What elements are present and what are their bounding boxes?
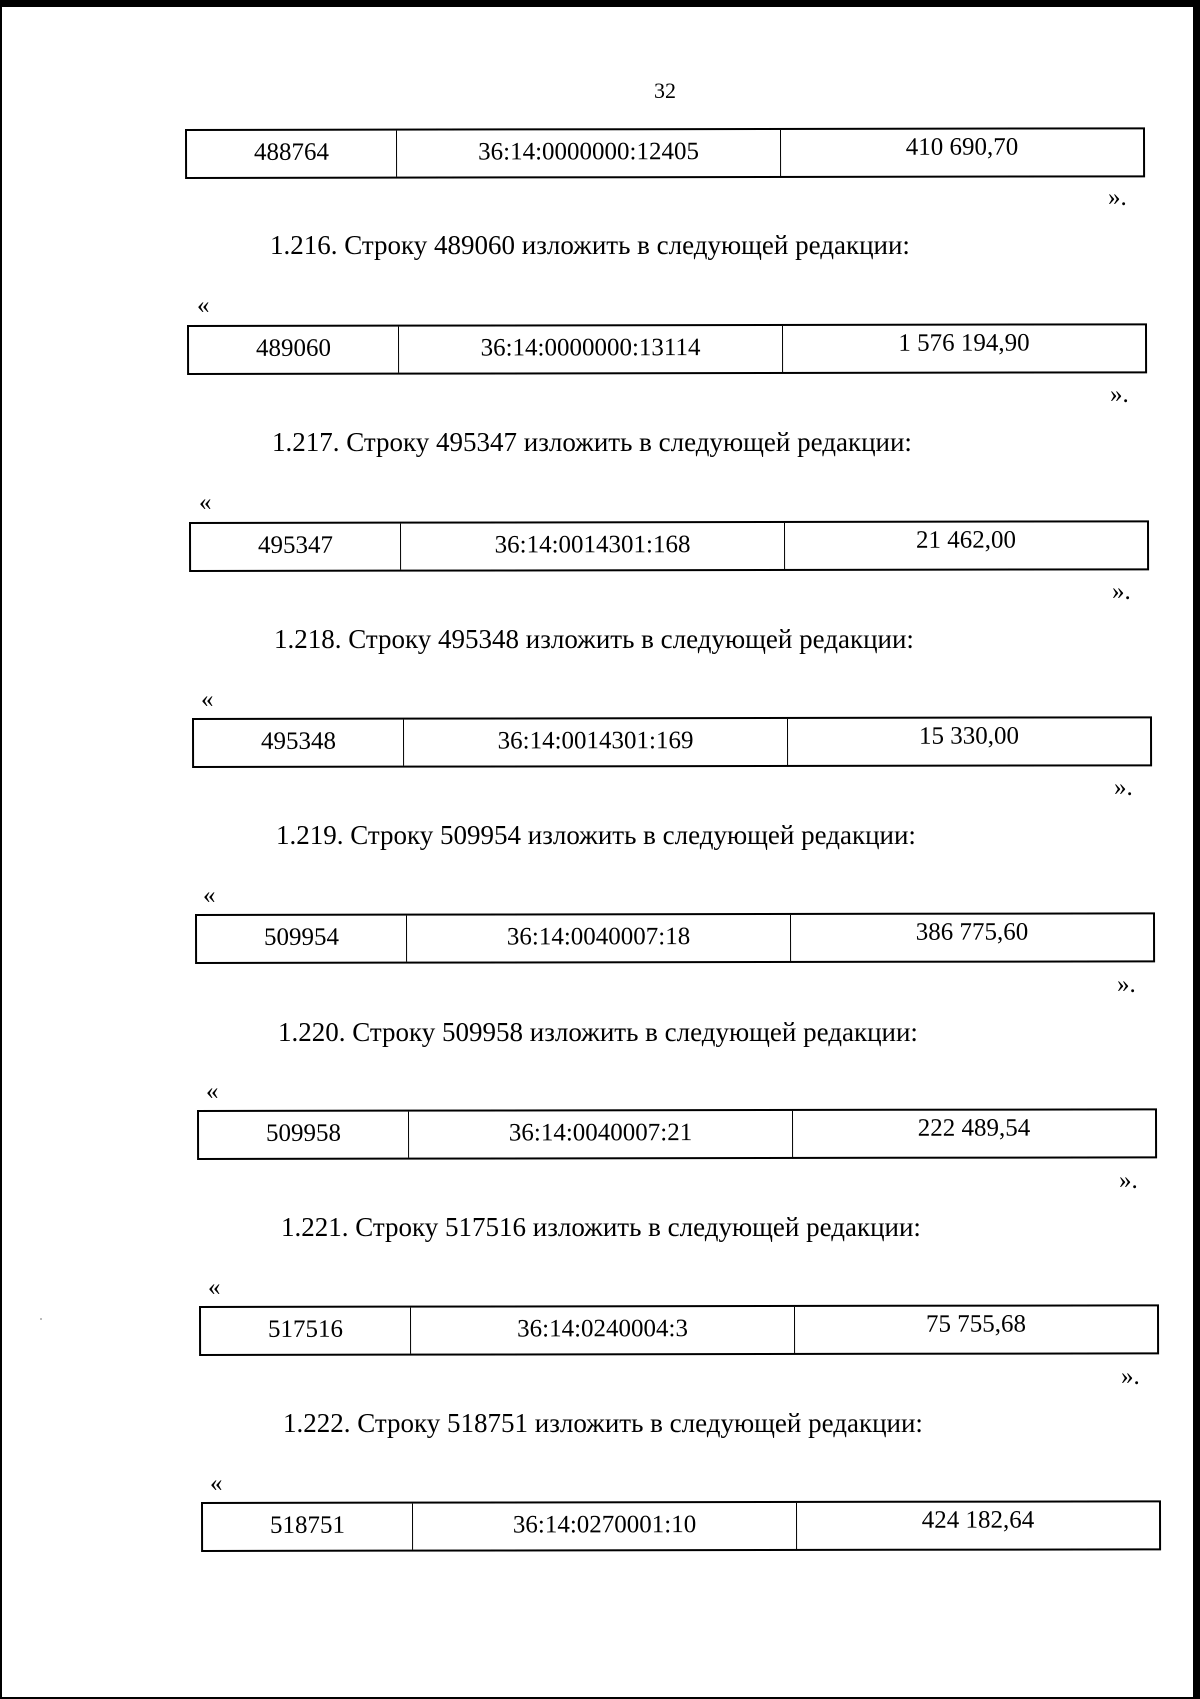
row-number-cell: 518751 xyxy=(203,1504,413,1550)
closing-quote: ». xyxy=(1114,774,1133,801)
row-number-cell: 489060 xyxy=(189,327,399,373)
value-cell: 21 462,00 xyxy=(916,526,1017,554)
table-row xyxy=(192,716,1152,768)
closing-quote: ». xyxy=(1112,578,1131,605)
cadastral-number-cell: 36:14:0040007:21 xyxy=(409,1111,793,1158)
value-cell: 424 182,64 xyxy=(921,1506,1035,1534)
closing-quote: ». xyxy=(1110,381,1129,408)
closing-quote: ». xyxy=(1119,1167,1138,1194)
page-number: 32 xyxy=(654,78,676,103)
row-number-cell: 509954 xyxy=(197,916,407,962)
row-number-cell: 517516 xyxy=(201,1308,411,1354)
scan-border-top xyxy=(0,0,1200,7)
cadastral-number-cell: 36:14:0014301:168 xyxy=(401,523,785,570)
cadastral-number-cell: 36:14:0000000:12405 xyxy=(397,130,781,177)
value-cell: 15 330,00 xyxy=(919,722,1020,750)
scan-border-left xyxy=(0,0,2,1699)
amendment-heading: 1.216. Строку 489060 изложить в следующей редакции: xyxy=(270,230,910,260)
closing-quote: ». xyxy=(1121,1363,1140,1390)
opening-quote: « xyxy=(203,882,216,909)
amendment-heading: 1.218. Строку 495348 изложить в следующей редакции: xyxy=(274,624,914,654)
row-number-cell: 495348 xyxy=(194,720,404,766)
opening-quote: « xyxy=(208,1274,221,1301)
opening-quote: « xyxy=(201,686,214,713)
value-cell: 75 755,68 xyxy=(926,1310,1027,1338)
amendment-heading: 1.220. Строку 509958 изложить в следующей редакции: xyxy=(278,1017,918,1047)
closing-quote: ». xyxy=(1117,971,1136,998)
table-row xyxy=(201,1500,1161,1552)
opening-quote: « xyxy=(210,1470,223,1497)
cadastral-number-cell: 36:14:0014301:169 xyxy=(404,719,788,766)
closing-quote: ». xyxy=(1108,184,1127,211)
scan-speck xyxy=(40,1318,42,1320)
value-cell: 386 775,60 xyxy=(915,918,1029,946)
table-row-top xyxy=(185,127,1145,179)
table-row xyxy=(189,520,1149,572)
table-row xyxy=(187,323,1147,375)
cadastral-number-cell: 36:14:0270001:10 xyxy=(413,1503,797,1550)
table-row xyxy=(199,1304,1159,1356)
opening-quote: « xyxy=(206,1078,219,1105)
row-number-cell: 509958 xyxy=(199,1112,409,1158)
table-row xyxy=(197,1108,1157,1160)
amendment-heading: 1.222. Строку 518751 изложить в следующей редакции: xyxy=(283,1408,923,1438)
amendment-heading: 1.219. Строку 509954 изложить в следующей редакции: xyxy=(276,820,916,850)
table-row xyxy=(195,912,1155,964)
value-cell: 410 690,70 xyxy=(905,133,1019,161)
row-number-cell: 488764 xyxy=(187,131,397,177)
value-cell: 1 576 194,90 xyxy=(898,329,1030,357)
amendment-heading: 1.217. Строку 495347 изложить в следующей редакции: xyxy=(272,427,912,457)
cadastral-number-cell: 36:14:0000000:13114 xyxy=(399,326,783,373)
cadastral-number-cell: 36:14:0240004:3 xyxy=(411,1307,795,1354)
opening-quote: « xyxy=(197,292,210,319)
value-cell: 222 489,54 xyxy=(917,1114,1031,1142)
scan-border-right xyxy=(1193,0,1200,1699)
amendment-heading: 1.221. Строку 517516 изложить в следующей редакции: xyxy=(281,1212,921,1242)
row-number-cell: 495347 xyxy=(191,524,401,570)
cadastral-number-cell: 36:14:0040007:18 xyxy=(407,915,791,962)
opening-quote: « xyxy=(199,489,212,516)
